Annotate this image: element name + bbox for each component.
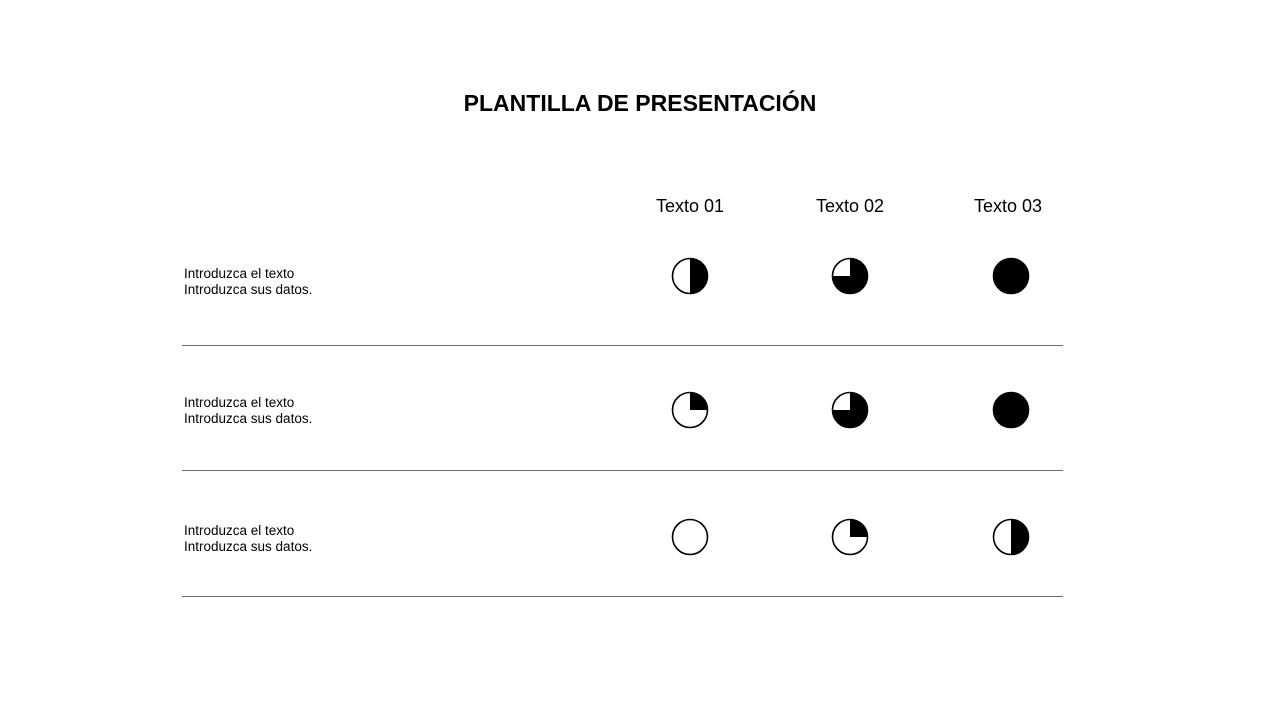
harvey-ball-r2-c3 — [992, 391, 1030, 429]
harvey-ball-r1-c3 — [992, 257, 1030, 295]
harvey-ball-r2-c2 — [831, 391, 869, 429]
harvey-ball-r1-c1 — [671, 257, 709, 295]
row-3-line-2: Introduzca sus datos. — [184, 539, 313, 554]
row-1-line-2: Introduzca sus datos. — [184, 282, 313, 297]
row-2-line-1: Introduzca el texto — [184, 395, 295, 410]
page-title: PLANTILLA DE PRESENTACIÓN — [463, 90, 817, 116]
row-divider-3 — [182, 596, 1063, 597]
column-header-2: Texto 02 — [815, 196, 885, 216]
row-1-line-1: Introduzca el texto — [184, 266, 295, 281]
row-label-1 — [184, 266, 312, 298]
harvey-ball-fill — [1011, 520, 1029, 555]
harvey-ball-r3-c1 — [671, 518, 709, 556]
harvey-ball-fill — [690, 259, 708, 294]
row-label-3 — [184, 523, 312, 555]
row-divider-1 — [182, 345, 1063, 346]
row-divider-2 — [182, 470, 1063, 471]
harvey-ball-r3-c3 — [992, 518, 1030, 556]
column-header-1: Texto 01 — [655, 196, 725, 216]
row-2-line-2: Introduzca sus datos. — [184, 411, 313, 426]
harvey-ball-r3-c2 — [831, 518, 869, 556]
row-label-2 — [184, 395, 312, 427]
harvey-ball-r2-c1 — [671, 391, 709, 429]
row-3-line-1: Introduzca el texto — [184, 523, 295, 538]
harvey-ball-r1-c2 — [831, 257, 869, 295]
column-header-3: Texto 03 — [973, 196, 1043, 216]
